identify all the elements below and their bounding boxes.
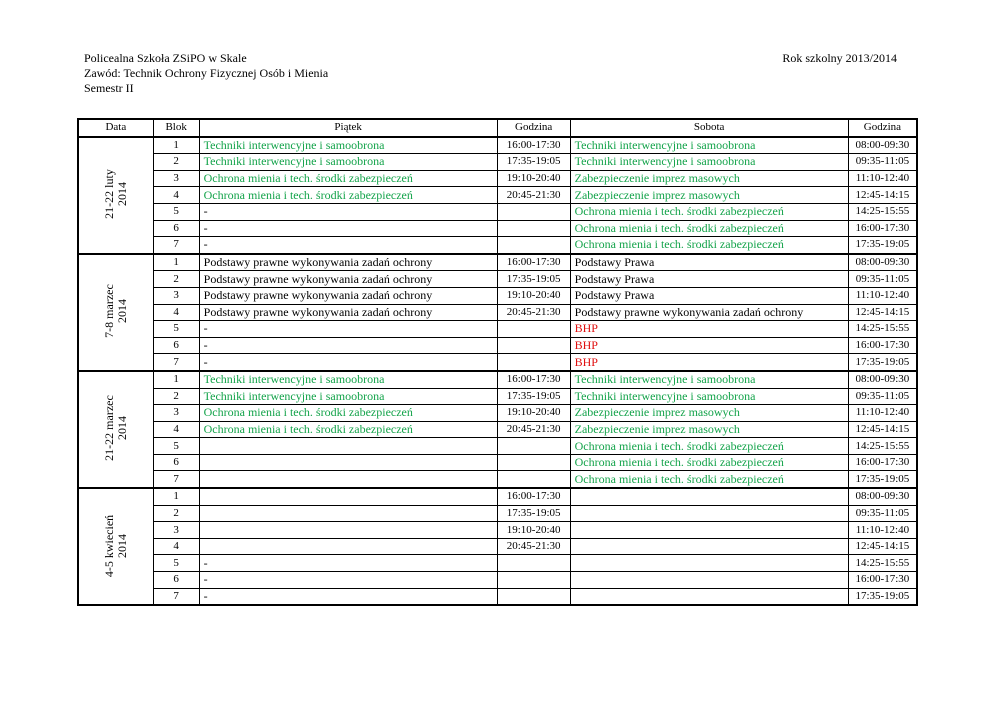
friday-time	[497, 588, 570, 605]
saturday-time: 12:45-14:15	[848, 304, 917, 321]
friday-subject: Techniki interwencyjne i samoobrona	[199, 388, 497, 405]
friday-subject: Podstawy prawne wykonywania zadań ochrony	[199, 304, 497, 321]
saturday-time: 16:00-17:30	[848, 572, 917, 589]
friday-time: 17:35-19:05	[497, 154, 570, 171]
schedule-row	[78, 337, 917, 354]
friday-subject	[199, 522, 497, 539]
friday-time: 20:45-21:30	[497, 538, 570, 555]
blok-number: 2	[153, 154, 199, 171]
saturday-time: 08:00-09:30	[848, 371, 917, 388]
schedule-row	[78, 572, 917, 589]
friday-subject: -	[199, 321, 497, 338]
blok-number: 4	[153, 187, 199, 204]
saturday-subject: BHP	[570, 337, 848, 354]
saturday-time: 12:45-14:15	[848, 538, 917, 555]
saturday-subject: Ochrona mienia i tech. środki zabezpieczeń	[570, 471, 848, 488]
schedule-row	[78, 254, 917, 271]
schedule-row	[78, 538, 917, 555]
schedule-row	[78, 170, 917, 187]
blok-number: 5	[153, 555, 199, 572]
semester-line: Semestr II	[84, 81, 134, 95]
friday-subject: Podstawy prawne wykonywania zadań ochrony	[199, 254, 497, 271]
blok-number: 6	[153, 220, 199, 237]
blok-number: 1	[153, 254, 199, 271]
friday-time	[497, 555, 570, 572]
schedule-row	[78, 304, 917, 321]
blok-number: 4	[153, 304, 199, 321]
saturday-subject	[570, 572, 848, 589]
saturday-subject: Podstawy Prawa	[570, 287, 848, 304]
blok-number: 5	[153, 438, 199, 455]
friday-time	[497, 471, 570, 488]
friday-subject: Techniki interwencyjne i samoobrona	[199, 137, 497, 154]
saturday-time: 08:00-09:30	[848, 254, 917, 271]
saturday-subject: Ochrona mienia i tech. środki zabezpieczeń	[570, 438, 848, 455]
schedule-row	[78, 371, 917, 388]
friday-time: 16:00-17:30	[497, 488, 570, 505]
friday-time	[497, 237, 570, 254]
saturday-time: 12:45-14:15	[848, 187, 917, 204]
friday-subject	[199, 488, 497, 505]
blok-number: 5	[153, 203, 199, 220]
friday-subject: Ochrona mienia i tech. środki zabezpieczeń	[199, 421, 497, 438]
saturday-subject	[570, 588, 848, 605]
schedule-row	[78, 137, 917, 154]
date-label	[103, 514, 129, 576]
friday-time: 17:35-19:05	[497, 271, 570, 288]
friday-subject: Ochrona mienia i tech. środki zabezpieczeń	[199, 170, 497, 187]
friday-subject: Techniki interwencyjne i samoobrona	[199, 371, 497, 388]
schedule-row	[78, 438, 917, 455]
blok-number: 6	[153, 454, 199, 471]
schedule-row	[78, 454, 917, 471]
friday-time	[497, 337, 570, 354]
friday-subject: Techniki interwencyjne i samoobrona	[199, 154, 497, 171]
saturday-time: 11:10-12:40	[848, 405, 917, 422]
date-range: 7-8 marzec	[101, 284, 116, 339]
friday-subject: -	[199, 588, 497, 605]
document-header	[84, 51, 328, 96]
col-header-date: Data	[78, 119, 153, 137]
friday-time: 17:35-19:05	[497, 388, 570, 405]
saturday-subject	[570, 522, 848, 539]
schedule-row	[78, 187, 917, 204]
saturday-time: 08:00-09:30	[848, 137, 917, 154]
schedule-row	[78, 588, 917, 605]
saturday-time: 17:35-19:05	[848, 471, 917, 488]
schedule-row	[78, 471, 917, 488]
date-cell	[78, 137, 153, 254]
header-row	[78, 119, 917, 137]
saturday-subject: Podstawy Prawa	[570, 254, 848, 271]
date-cell	[78, 254, 153, 371]
blok-number: 3	[153, 405, 199, 422]
blok-number: 3	[153, 522, 199, 539]
col-header-blok: Blok	[153, 119, 199, 137]
blok-number: 4	[153, 538, 199, 555]
date-label	[103, 285, 129, 339]
saturday-subject: Ochrona mienia i tech. środki zabezpieczeń	[570, 203, 848, 220]
date-cell	[78, 371, 153, 488]
date-range: 21-22 marzec	[101, 395, 116, 462]
friday-subject	[199, 454, 497, 471]
saturday-time: 17:35-19:05	[848, 354, 917, 371]
friday-time: 16:00-17:30	[497, 137, 570, 154]
friday-subject: -	[199, 220, 497, 237]
saturday-time: 09:35-11:05	[848, 388, 917, 405]
friday-subject	[199, 505, 497, 522]
saturday-subject: Techniki interwencyjne i samoobrona	[570, 388, 848, 405]
saturday-time: 16:00-17:30	[848, 220, 917, 237]
saturday-subject	[570, 538, 848, 555]
schedule-row	[78, 388, 917, 405]
friday-time: 17:35-19:05	[497, 505, 570, 522]
saturday-time: 14:25-15:55	[848, 321, 917, 338]
blok-number: 3	[153, 287, 199, 304]
schedule-row	[78, 488, 917, 505]
saturday-time: 14:25-15:55	[848, 438, 917, 455]
saturday-time: 09:35-11:05	[848, 154, 917, 171]
saturday-subject: Techniki interwencyjne i samoobrona	[570, 371, 848, 388]
blok-number: 7	[153, 354, 199, 371]
saturday-subject: BHP	[570, 321, 848, 338]
schedule-row	[78, 220, 917, 237]
saturday-subject	[570, 505, 848, 522]
saturday-time: 12:45-14:15	[848, 421, 917, 438]
friday-subject: Podstawy prawne wykonywania zadań ochrony	[199, 271, 497, 288]
saturday-time: 11:10-12:40	[848, 287, 917, 304]
blok-number: 3	[153, 170, 199, 187]
schedule-body	[78, 137, 917, 606]
blok-number: 7	[153, 588, 199, 605]
friday-subject	[199, 471, 497, 488]
friday-time: 16:00-17:30	[497, 371, 570, 388]
saturday-subject: Zabezpieczenie imprez masowych	[570, 421, 848, 438]
date-range: 4-5 kwiecień	[101, 514, 116, 577]
saturday-subject: Zabezpieczenie imprez masowych	[570, 170, 848, 187]
friday-time: 19:10-20:40	[497, 287, 570, 304]
schedule-table	[77, 118, 918, 606]
saturday-subject: Podstawy prawne wykonywania zadań ochrony	[570, 304, 848, 321]
schedule-row	[78, 555, 917, 572]
friday-time: 20:45-21:30	[497, 304, 570, 321]
saturday-time: 08:00-09:30	[848, 488, 917, 505]
schedule-row	[78, 321, 917, 338]
saturday-time: 14:25-15:55	[848, 203, 917, 220]
blok-number: 1	[153, 371, 199, 388]
blok-number: 4	[153, 421, 199, 438]
date-year: 2014	[114, 416, 129, 441]
friday-subject	[199, 538, 497, 555]
schedule-row	[78, 405, 917, 422]
profession-line: Zawód: Technik Ochrony Fizycznej Osób i Mienia	[84, 66, 329, 80]
friday-subject: -	[199, 237, 497, 254]
schedule-row	[78, 271, 917, 288]
col-header-friday: Piątek	[199, 119, 497, 137]
friday-time: 20:45-21:30	[497, 421, 570, 438]
friday-subject: Ochrona mienia i tech. środki zabezpieczeń	[199, 405, 497, 422]
friday-subject: -	[199, 337, 497, 354]
friday-time: 20:45-21:30	[497, 187, 570, 204]
saturday-subject: Zabezpieczenie imprez masowych	[570, 405, 848, 422]
friday-subject: Ochrona mienia i tech. środki zabezpieczeń	[199, 187, 497, 204]
friday-time	[497, 321, 570, 338]
saturday-subject: Ochrona mienia i tech. środki zabezpieczeń	[570, 220, 848, 237]
saturday-subject: Podstawy Prawa	[570, 271, 848, 288]
saturday-subject	[570, 488, 848, 505]
friday-time	[497, 454, 570, 471]
saturday-time: 14:25-15:55	[848, 555, 917, 572]
saturday-subject: Ochrona mienia i tech. środki zabezpieczeń	[570, 454, 848, 471]
friday-subject	[199, 438, 497, 455]
date-label	[103, 396, 129, 462]
saturday-subject: Ochrona mienia i tech. środki zabezpieczeń	[570, 237, 848, 254]
date-range: 21-22 luty	[101, 169, 116, 220]
schedule-row	[78, 237, 917, 254]
friday-subject: -	[199, 572, 497, 589]
schedule-row	[78, 505, 917, 522]
friday-subject: -	[199, 203, 497, 220]
saturday-time: 11:10-12:40	[848, 522, 917, 539]
school-name: Policealna Szkoła ZSiPO w Skale	[84, 51, 247, 65]
saturday-time: 09:35-11:05	[848, 271, 917, 288]
saturday-time: 17:35-19:05	[848, 237, 917, 254]
friday-time: 16:00-17:30	[497, 254, 570, 271]
friday-subject: -	[199, 354, 497, 371]
friday-subject: Podstawy prawne wykonywania zadań ochrony	[199, 287, 497, 304]
friday-time	[497, 203, 570, 220]
saturday-subject	[570, 555, 848, 572]
blok-number: 2	[153, 271, 199, 288]
schedule-row	[78, 354, 917, 371]
friday-time: 19:10-20:40	[497, 522, 570, 539]
saturday-subject: Techniki interwencyjne i samoobrona	[570, 154, 848, 171]
friday-time	[497, 220, 570, 237]
friday-time	[497, 438, 570, 455]
blok-number: 6	[153, 572, 199, 589]
friday-time: 19:10-20:40	[497, 170, 570, 187]
date-year: 2014	[114, 533, 129, 558]
blok-number: 2	[153, 388, 199, 405]
col-header-time-saturday: Godzina	[848, 119, 917, 137]
friday-time	[497, 572, 570, 589]
blok-number: 2	[153, 505, 199, 522]
saturday-time: 11:10-12:40	[848, 170, 917, 187]
col-header-saturday: Sobota	[570, 119, 848, 137]
saturday-subject: Zabezpieczenie imprez masowych	[570, 187, 848, 204]
schedule-row	[78, 287, 917, 304]
col-header-time-friday: Godzina	[497, 119, 570, 137]
saturday-subject: BHP	[570, 354, 848, 371]
saturday-time: 16:00-17:30	[848, 337, 917, 354]
saturday-subject: Techniki interwencyjne i samoobrona	[570, 137, 848, 154]
schedule-row	[78, 522, 917, 539]
blok-number: 6	[153, 337, 199, 354]
blok-number: 1	[153, 488, 199, 505]
date-year: 2014	[114, 182, 129, 207]
schedule-row	[78, 203, 917, 220]
friday-time: 19:10-20:40	[497, 405, 570, 422]
friday-subject: -	[199, 555, 497, 572]
blok-number: 7	[153, 237, 199, 254]
date-year: 2014	[114, 299, 129, 324]
saturday-time: 09:35-11:05	[848, 505, 917, 522]
schedule-row	[78, 421, 917, 438]
blok-number: 1	[153, 137, 199, 154]
schedule-row	[78, 154, 917, 171]
saturday-time: 16:00-17:30	[848, 454, 917, 471]
blok-number: 5	[153, 321, 199, 338]
date-cell	[78, 488, 153, 605]
school-year: Rok szkolny 2013/2014	[782, 51, 897, 65]
blok-number: 7	[153, 471, 199, 488]
date-label	[103, 169, 129, 219]
friday-time	[497, 354, 570, 371]
saturday-time: 17:35-19:05	[848, 588, 917, 605]
